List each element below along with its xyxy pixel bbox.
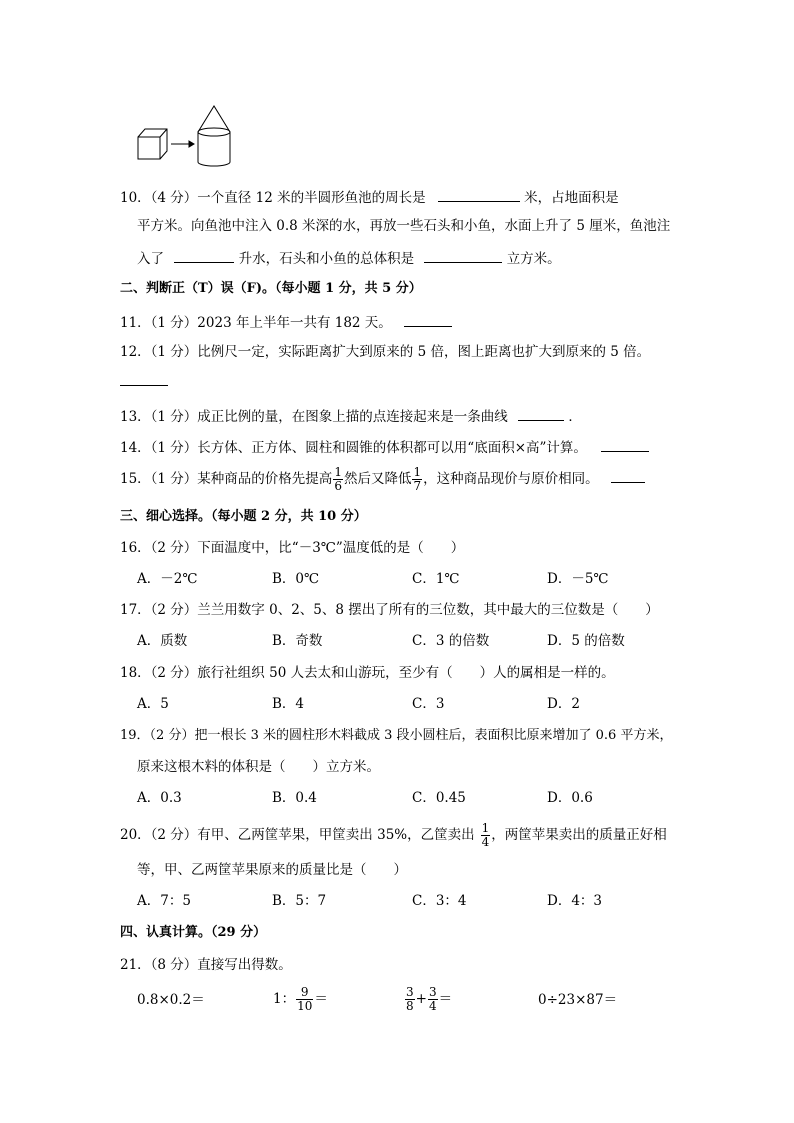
answer-blank[interactable] bbox=[404, 311, 452, 327]
option-d[interactable]: D．－5℃ bbox=[547, 571, 609, 587]
question-21: 21．（8 分）直接写出得数。 bbox=[120, 957, 292, 973]
option-c[interactable]: C．3：4 bbox=[412, 893, 467, 909]
question-11: 11．（1 分）2023 年上半年一共有 182 天。 bbox=[120, 311, 452, 333]
answer-blank[interactable] bbox=[120, 370, 168, 386]
fraction: $\frac{9}{10}$ bbox=[297, 985, 313, 1013]
option-b[interactable]: B．0.4 bbox=[272, 790, 317, 806]
question-13: 13．（1 分）成正比例的量，在图象上描的点连接起来是一条曲线 ． bbox=[120, 405, 582, 427]
answer-blank[interactable] bbox=[518, 405, 564, 421]
question-20: 20．（2 分）有甲、乙两筐苹果，甲筐卖出 35%，乙筐卖出 $\frac{1}{4}$ ，两筐苹果卖出的质量正好相 bbox=[120, 821, 667, 849]
answer-blank[interactable] bbox=[611, 467, 645, 483]
question-17: 17．（2 分）兰兰用数字 0、2、5、8 摆出了所有的三位数，其中最大的三位数是（ ） bbox=[120, 602, 659, 618]
option-a[interactable]: A．5 bbox=[137, 696, 169, 712]
fraction: $\frac{3}{8}$ bbox=[406, 985, 414, 1013]
option-c[interactable]: C．3 的倍数 bbox=[412, 633, 490, 649]
option-d[interactable]: D．5 的倍数 bbox=[547, 633, 625, 649]
fraction: $\frac{1}{4}$ bbox=[481, 821, 490, 849]
question-10-line3: 入了 升水，石头和小鱼的总体积是 立方米。 bbox=[137, 247, 561, 269]
option-c[interactable]: C．3 bbox=[412, 696, 445, 712]
fraction: $\frac{1}{7}$ bbox=[413, 465, 422, 493]
section-3-heading: 三、细心选择。（每小题 2 分，共 10 分） bbox=[120, 509, 367, 524]
option-d[interactable]: D．0.6 bbox=[547, 790, 593, 806]
answer-blank[interactable] bbox=[174, 247, 234, 263]
question-10-line2: 平方米。向鱼池中注入 0.8 米深的水，再放一些石头和小鱼，水面上升了 5 厘米，鱼池注 bbox=[137, 218, 671, 234]
answer-blank[interactable] bbox=[438, 186, 520, 202]
option-b[interactable]: B．奇数 bbox=[272, 633, 323, 649]
cube-to-cone-cylinder-figure bbox=[132, 98, 242, 170]
answer-blank[interactable] bbox=[601, 436, 649, 452]
calc-item-4: 0÷23×87＝ bbox=[538, 992, 618, 1008]
calc-item-2: 1： $\frac{9}{10}$ ＝ bbox=[273, 985, 328, 1013]
fraction: $\frac{1}{6}$ bbox=[334, 465, 342, 493]
fraction: $\frac{3}{4}$ bbox=[428, 985, 437, 1013]
option-a[interactable]: A．0.3 bbox=[137, 790, 182, 806]
option-d[interactable]: D．4：3 bbox=[547, 893, 603, 909]
option-a[interactable]: A．7：5 bbox=[137, 893, 191, 909]
question-10: 10．（4 分）一个直径 12 米的半圆形鱼池的周长是 米，占地面积是 bbox=[120, 186, 619, 208]
option-a[interactable]: A．－2℃ bbox=[137, 571, 198, 587]
option-c[interactable]: C．0.45 bbox=[412, 790, 466, 806]
question-16: 16．（2 分）下面温度中，比“－3℃”温度低的是（ ） bbox=[120, 540, 465, 556]
calc-item-3: $\frac{3}{8}$ + $\frac{3}{4}$ ＝ bbox=[406, 985, 453, 1013]
answer-blank[interactable] bbox=[424, 247, 502, 263]
option-a[interactable]: A．质数 bbox=[137, 633, 188, 649]
option-c[interactable]: C．1℃ bbox=[412, 571, 460, 587]
option-b[interactable]: B．4 bbox=[272, 696, 305, 712]
question-12-blank-line bbox=[120, 370, 168, 392]
question-14: 14．（1 分）长方体、正方体、圆柱和圆锥的体积都可以用“底面积×高”计算。 bbox=[120, 436, 649, 458]
question-19: 19．（2 分）把一根长 3 米的圆柱形木料截成 3 段小圆柱后，表面积比原来增加了 0.6 平方米， bbox=[120, 728, 673, 743]
question-18: 18．（2 分）旅行社组织 50 人去太和山游玩，至少有（ ）人的属相是一样的。 bbox=[120, 665, 615, 681]
question-15: 15．（1 分）某种商品的价格先提高 $\frac{1}{6}$ 然后又降低 $\frac{1}{7}$ ，这种商品现价与原价相同。 bbox=[120, 466, 645, 493]
option-b[interactable]: B．0℃ bbox=[272, 571, 320, 587]
question-12: 12．（1 分）比例尺一定，实际距离扩大到原来的 5 倍，图上距离也扩大到原来的 5 倍。 bbox=[120, 344, 651, 360]
calc-item-1: 0.8×0.2＝ bbox=[137, 992, 205, 1008]
option-b[interactable]: B．5：7 bbox=[272, 893, 327, 909]
question-19-line2: 原来这根木料的体积是（ ）立方米。 bbox=[137, 759, 380, 775]
question-20-line2: 等，甲、乙两筐苹果原来的质量比是（ ） bbox=[137, 862, 407, 878]
section-4-heading: 四、认真计算。（29 分） bbox=[120, 925, 267, 940]
option-d[interactable]: D．2 bbox=[547, 696, 580, 712]
section-2-heading: 二、判断正（T）误（F)。（每小题 1 分，共 5 分） bbox=[120, 281, 422, 296]
